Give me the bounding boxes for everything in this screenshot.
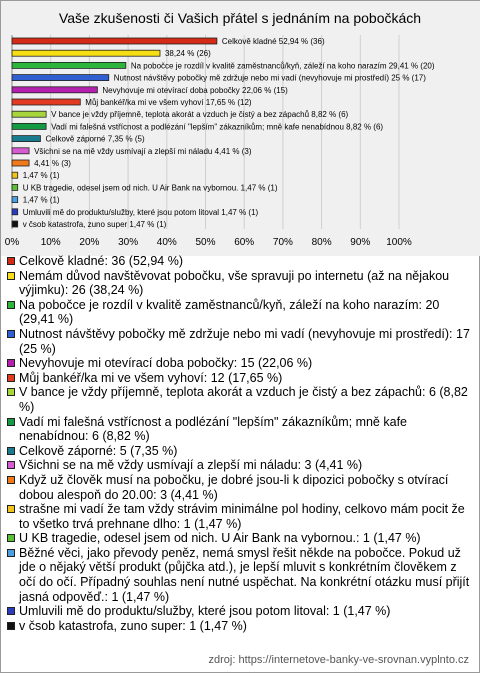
x-tick-label: 0% [4, 237, 20, 248]
legend-label: Umluvili mě do produktu/služby, které jsou potom litoval: 1 (1,47 %) [19, 604, 391, 619]
legend-label: Nemám důvod navštěvovat pobočku, vše spravuji po internetu (až na nějakou výjimku): 26 (38,24 %) [19, 268, 450, 298]
legend-swatch [7, 534, 15, 542]
legend-swatch [7, 476, 15, 484]
legend-item [7, 619, 473, 634]
bar [12, 111, 46, 117]
bar-label: 4,41 % (3) [34, 159, 71, 168]
x-tick-label: 90% [350, 237, 371, 248]
legend-label: Nevyhovuje mi otevírací doba pobočky: 15 (22,06 %) [19, 356, 313, 371]
bar [12, 148, 29, 154]
x-tick-label: 20% [79, 237, 100, 248]
x-tick-label: 70% [272, 237, 293, 248]
legend-item [7, 502, 473, 531]
legend-label: strašne mi vadí že tam vždy strávim minimálne pol hodiny, celkovo mám pocit že to všetko trvá prehnane dlho: 1 (1,47 %) [19, 502, 465, 531]
legend-label: V bance je vždy příjemně, teplota akorát a vzduch je čistý a bez zápachů: 6 (8,82 %) [19, 385, 468, 414]
bar-label: v čsob katastrofa, zuno super 1,47 % (1) [22, 220, 167, 229]
bar-label: Nutnost návštěvy pobočky mě zdržuje nebo mi vadí (nevyhovuje mi prostředí) 25 % (17) [113, 73, 426, 83]
bar-label: 1,47 % (1) [22, 195, 60, 205]
legend-swatch [7, 505, 15, 513]
bar-label: 1,47 % (1) [22, 171, 60, 181]
legend-label: Běžné věci, jako převody peněz, nemá smysl řešit někde na pobočce. Pokud už jde o nějaký větší produkt (půjčka atd.), je lepší mluvit s konkrétním člověkem z očí do očí. Případný souhlas není nutné uspěchat. Na konkrétní otázku musí přijít jasná odpověď.: 1 (1,47 %) [19, 545, 470, 604]
bar [12, 123, 46, 129]
legend-item [7, 371, 473, 386]
legend-swatch [7, 330, 15, 338]
legend-label: Nutnost návštěvy pobočky mě zdržuje nebo mi vadí (nevyhovuje mi prostředí): 17 (25 %) [19, 326, 470, 356]
bars [12, 37, 435, 229]
bar [12, 172, 18, 178]
bar [12, 209, 18, 215]
legend-label: Celkově záporné: 5 (7,35 %) [19, 443, 178, 458]
bar [12, 136, 40, 142]
legend-item [7, 269, 473, 298]
x-axis-ticks [5, 237, 412, 248]
legend-label: Na pobočce je rozdíl v kvalitě zaměstnanců/kyň, záleží na koho narazím: 20 (29,41 %) [19, 297, 440, 327]
bar-label: Na pobočce je rozdíl v kvalitě zaměstnanců/kyň, záleží na koho narazím 29,41 % (20) [130, 61, 435, 71]
legend-item [7, 546, 473, 604]
legend-item [7, 458, 473, 473]
legend-item [7, 298, 473, 327]
bar [12, 38, 217, 44]
bar [12, 221, 18, 227]
chart-title: Vaše zkušenosti či Vašich přátel s jednáním na pobočkách [58, 10, 422, 26]
bar-label: Umluvili mě do produktu/služby, které jsou potom litoval 1,47 % (1) [22, 207, 259, 217]
x-tick-label: 10% [40, 237, 61, 248]
legend-swatch [7, 461, 15, 469]
bar-label: Celkově kladné 52,94 % (36) [221, 37, 325, 46]
x-tick-label: 60% [234, 237, 255, 248]
legend-swatch [7, 607, 15, 615]
legend-label: Když už člověk musí na pobočku, je dobré jsou-li k dipozici pobočky s otvírací dobou alespoň do 20.00: 3 (4,41 %) [19, 472, 449, 502]
legend-item [7, 254, 473, 269]
bar-label: Všichni se na mě vždy usmívají a zlepší mi náladu 4,41 % (3) [34, 146, 252, 156]
legend-swatch [7, 622, 15, 630]
legend-swatch [7, 359, 15, 367]
legend-swatch [7, 272, 15, 280]
bar-label: V bance je vždy příjemně, teplota akorát a vzduch je čistý a bez zápachů 8,82 % (6) [51, 110, 349, 120]
legend-label: Vadí mi falešná vstřícnost a podlézání "lepším" zákazníkům; mně kafe nenabídnou: 6 (8,82 %) [19, 414, 407, 444]
x-tick-label: 80% [311, 237, 332, 248]
bar [12, 99, 80, 105]
legend-swatch [7, 301, 15, 309]
legend-swatch [7, 418, 15, 426]
x-tick-label: 40% [156, 237, 177, 248]
legend-item [7, 473, 473, 502]
legend-label: Můj bankéř/ka mi ve všem vyhoví: 12 (17,65 %) [19, 370, 283, 385]
x-tick-label: 100% [386, 237, 412, 248]
bar-label: Celkově záporné 7,35 % (5) [45, 134, 145, 144]
legend-item [7, 604, 473, 619]
bar [12, 50, 160, 56]
legend-item [7, 444, 473, 459]
source-credit: zdroj: https://internetove-banky-ve-srovnan.vyplnto.cz [208, 654, 469, 666]
legend-item [7, 356, 473, 371]
bar-chart [1, 1, 479, 259]
legend [7, 254, 473, 633]
bar [12, 75, 109, 81]
legend-item [7, 415, 473, 444]
legend-swatch [7, 374, 15, 382]
bar-label: Můj bankéř/ka mi ve všem vyhoví 17,65 % (12) [85, 98, 252, 107]
legend-label: Všichni se na mě vždy usmívají a zlepší mi náladu: 3 (4,41 %) [19, 458, 363, 473]
bar [12, 184, 18, 190]
legend-label: v čsob katastrofa, zuno super: 1 (1,47 %) [19, 618, 247, 633]
legend-item [7, 327, 473, 356]
bar [12, 160, 29, 166]
legend-label: U KB tragedie, odesel jsem od nich. U Air Bank na vybornou.: 1 (1,47 %) [19, 531, 421, 546]
x-tick-label: 50% [195, 237, 216, 248]
legend-swatch [7, 388, 15, 396]
legend-item [7, 531, 473, 546]
x-tick-label: 30% [118, 237, 139, 248]
legend-label: Celkově kladné: 36 (52,94 %) [19, 254, 183, 268]
legend-swatch [7, 447, 15, 455]
bar-label: U KB tragedie, odesel jsem od nich. U Air Bank na vybornou. 1,47 % (1) [22, 183, 278, 193]
legend-swatch [7, 257, 15, 265]
bar-label: 38,24 % (26) [164, 49, 211, 59]
legend-swatch [7, 549, 15, 557]
bar [12, 87, 97, 93]
bar [12, 197, 18, 203]
bar [12, 62, 126, 68]
bar-label: Vadí mi falešná vstřícnost a podlézání "lepším" zákazníkům; mně kafe nenabídnou 8,82 % (6) [51, 122, 384, 132]
legend-item [7, 385, 473, 414]
bar-label: Nevyhovuje mi otevírací doba pobočky 22,06 % (15) [102, 85, 288, 95]
